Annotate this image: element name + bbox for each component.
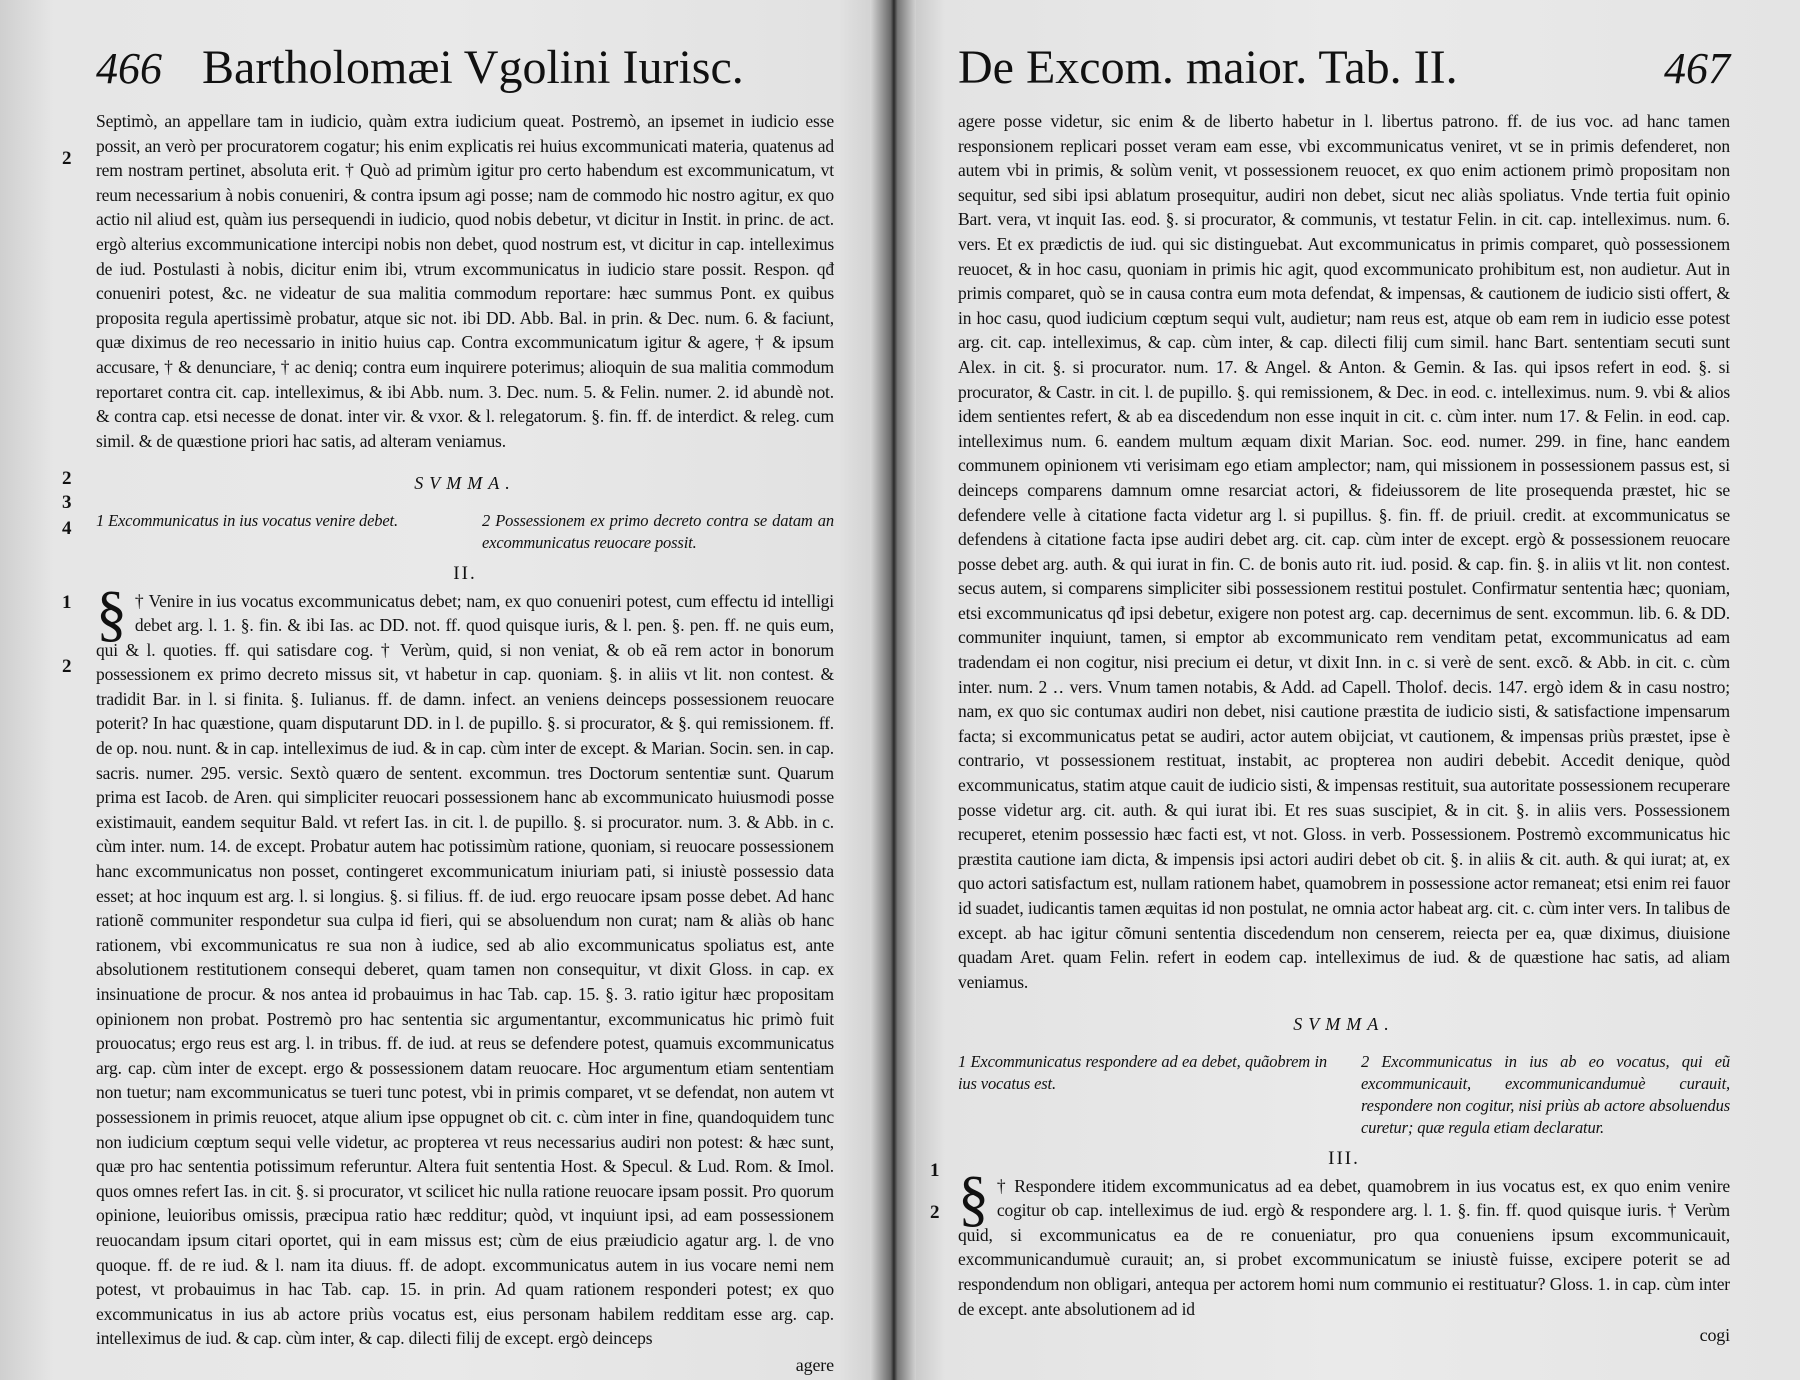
right-page (900, 0, 1800, 1380)
right-summa-heading: SVMMA. (1293, 1014, 1395, 1035)
left-running-head (96, 40, 834, 97)
right-section-number: III. (1328, 1147, 1360, 1169)
left-running-title: Bartholomæi Vgolini Iurisc. (202, 41, 744, 94)
margin-number: 1 (62, 592, 72, 613)
summary-item: 1 Excommunicatus in ius vocatus venire debet. (96, 510, 398, 530)
right-page-number: 467 (1664, 44, 1730, 93)
summary-item: 2 Excommunicatus in ius ab eo vocatus, qui eũ excommunicauit, excommunicandumuè curauit, respondere non cogitur, nisi priùs ab actore absoluendus curetur; quæ regula etiam declaratur. (1361, 1051, 1730, 1137)
right-body-text (958, 109, 1730, 1348)
left-section-number: II. (453, 562, 477, 584)
book-gutter (870, 0, 916, 1380)
right-paragraph-2: † Respondere itidem excommunicatus ad ea debet, quamobrem in ius vocatus est, ex quo enim venire cogitur ob cap. intelleximus de iud. ergò & respondere arg. l. 1. §. fin. ff. quod quisque iuris. † Verùm quid, si excommunicatus ea de re conueniatur, pro qua conueniens ipsum excommunicauit, excommunicandumuè curauit; an, si probet excommunicatum se iniustè fuisse, excipere poterit se ad respondendum non obligari, antequa per actorem homi num communio ei restituatur? Gloss. 1. in cap. cùm inter de except. ante absolutionem ad id (958, 1175, 1730, 1319)
left-page (0, 0, 892, 1380)
section-sign-icon: § (958, 1164, 989, 1233)
section-sign-icon: § (96, 579, 127, 648)
left-paragraph-2: † Venire in ius vocatus excommunicatus debet; nam, ex quo conueniri potest, cum effectu id intelligi debet arg. l. 1. §. fin. & ibi Ias. ac DD. not. ff. quod quisque iuris, & l. pen. §. pen. ff. ne quis eum, qui & l. quoties. ff. qui satisdare cog. † Verùm, quid, si non veniat, & ob eã rem actor in bonorum possessionem ex primo decreto missus sit, vt habetur in cap. quoniam. §. in aliis vt lit. non contest. & tradidit Bar. in l. si finita. §. Iulianus. ff. de damn. infect. an veniens deinceps possessionem reuocare poterit? In hac quæstione, quam disputarunt DD. in l. de pupillo. §. si procurator, & §. qui remissionem. ff. de op. nou. nunt. & in cap. intelleximus de iud. & in cap. cùm inter de except. & Marian. Socin. sen. in cap. sacris. numer. 295. versic. Sextò quæro de sentent. excommun. tres Doctorum sententiæ sunt. Quarum prima est Iacob. de Aren. qui simpliciter reuocari possessionem hanc ab excommunicato huiusmodi posse existimauit, eandem sequitur Bald. vt refert Ias. in cit. l. de pupillo. §. si procurator. num. 3. & Abb. in c. cùm inter. num. 14. de except. Probatur autem hac potissimùm ratione, quoniam, si reuocare possessionem hanc excommunicatus non posset, contingeret excommunicatum iniuriam pati, si iniustè possessio data esset; at hoc inquum est arg. l. si longius. §. si filius. ff. de iud. ergo reuocare ipsam posse debet. Ad hanc rationẽ communiter respondetur sua culpa id fieri, qui se absoluendum non curat; nam & aliàs ob hanc rationem, vbi excommunicatus re sua non à iudice, sed ab alio excommunicatus spoliatus est, ante absolutionem restitutionem consequi deberet, quam tamen non consequitur, vt dixit Gloss. in cap. ex insinuatione de procur. & nos antea id probauimus in hac Tab. cap. 15. §. 3. ratio igitur hæc propositam opinionem non probat. Postremò pro hac sententia sic argumentantur, excommunicatus hic primò fuit prouocatus; ergo reus est arg. l. in tribus. ff. de iud. at reus se defendere potest, quamuis excommunicatus arg. cap. cùm inter de except. ergo & possessionem datam reuocare. Hoc argumentum etiam sententiam non tuetur; nam excommunicatus se tueri tunc potest, vbi in primis comparet, vt se defendat, non autem vt possessionem in primis reuocet, atque alium ipse oppugnet ob cit. c. cùm inter in fine, quandoquidem tunc non iudicium cœptum sequi velle videtur, ac propterea vt reus necessarius audiri non potest: & hæc sunt, quæ pro hac sententia potissimum referuntur. Altera fuit sententia Host. & Specul. & Lud. Rom. & Imol. quos omnes refert Ias. in cit. §. si procurator, vt scilicet hic nulla ratione reuocare ipsam possit. Pro quorum opinione, leuioribus omissis, præcipua ratio hæc redditur; quòd, vt inquiunt ipsi, ad eam possessionem reuocandam ipsum citari oportet, qui in eam missus est; cùm de eius præiudicio agatur arg. l. de vno quoque. ff. de re iud. & l. nam ita diuus. ff. de adopt. excommunicatus autem in ius vocare nemi nem potest, vt probauimus in hac Tab. cap. 15. in prin. Ad quam rationem responderi potest; ex quo excommunicatus in ius ab actore priùs vocatus est, eius personam habilem redditam esse arg. cap. intelleximus de iud. & cap. cùm inter, & cap. dilecti filij de except. ergò deinceps (96, 590, 834, 1349)
right-paragraph-1: agere posse videtur, sic enim & de liberto habetur in l. libertus patrono. ff. de ius voc. ad hanc tamen responsionem replicari posset veram eam esse, vbi excommunicatus veniret, vt se in primis defenderet, non autem vbi in primis, & solùm venit, vt possessionem reuocet, ex quo enim actionem primò propositam non sequitur, sed sibi ipsi ablatum prosequitur, audiri non debet, sicut nec aliàs spoliatus. Vnde tertia fuit opinio Bart. vera, vt inquit Ias. eod. §. si procurator, & communis, vt testatur Felin. in cit. cap. intelleximus. num. 6. vers. Et ex prædictis de iud. qui sic distinguebat. Aut excommunicatus in primis comparet, quò possessionem reuocet, & in hoc casu, quoniam in primis hic agit, quod excommunicato prohibitum est, non audietur. Aut in primis comparet, quò se in causa contra eum mota defendat, & impensas, & cautionem de iudicio sisti offert, & in hoc casu, quod iudicium cœptum sequi vult, audietur; nam reus est, atque ob eam rem in iudicio esse potest arg. cit. cap. intelleximus, & cap. cùm inter, & cap. dilecti filij cum simil. hanc Bart. sententiam secuti sunt Alex. in cit. §. si procurator. num. 17. & Angel. & Anton. & Gemin. & Ias. qui ipsos refert in eod. §. si procurator, & Castr. in cit. l. de pupillo. §. qui remissionem, & Dec. in eod. c. intelleximus. num. 9. vbi & alios idem sentientes refert, & ab ea discedendum non esse inquit in cit. c. cùm inter. num 17. & Felin. in eod. cap. intelleximus num. 6. eandem multum æquam dixit Marian. Soc. eod. numer. 299. in fine, hanc eandem communem opinionem vti verisimam ego etiam amplector; nam, qui missionem in possessionem passus est, si deinceps comparens damnum omne resarciat actori, & fideiussorem de lite prosequenda præstet, hic se defendere velle à citatione facta videtur arg l. si pupillus. §. fin. ff. de priuil. credit. at excommunicatus se defendens à citatione facta ipse audiri debet arg. cit. cap. cùm inter de except. ergò & possessionem reuocare posse debet arg. auth. & qui iurat in fin. C. de bonis auto rit. iud. posid. & cap. fin. §. in aliis vt lit. non contest. secus autem, si comparens simpliciter sibi possessionem restitui postulet. Confirmatur sententia hæc; quoniam, etsi excommunicatus qđ ipsi debetur, exigere non potest arg. cap. decernimus de sent. excommun. lib. 6. & DD. communiter inquiunt, tamen, si emptor ab excommunicato rem venditam petat, excommunicatus ad eam tradendam ei non cogitur, nisi precium ei detur, vt dixit Inn. in c. si verè de sent. excõ. & Abb. in cit. c. cùm inter. num. 2 ‥ vers. Vnum tamen notabis, & Add. ad Capell. Tholof. decis. 147. ergò idem & in casu nostro; nam, ex quo sic contumax audiri non debet, nisi cautione præstita de iudicio sisti, & satisfactione impensarum facta; si excommunicatus petat se audiri, actor autem obijciat, vt cautionem, & impensas priùs præstet, ipse è contrario, vt possessionem restituat, instabit, ac propterea non audiri debebit. Accedit denique, quòd excommunicatus, statim atque cauit de iudicio sisti, & impensas restituit, sua autoritate possessionem recuperare posse videtur arg. cit. auth. & qui iurat ibi. Et res suas suscipiet, & in cit. §. in aliis vers. Possessionem recuperet, etenim possessio hæc facti est, vt not. Gloss. in verb. Possessionem. Postremò excommunicatus hic præstita cautione iam dicta, & impensis ipsi actori audiri debet ob cit. §. in aliis & cit. auth. & qui iurat; at, ex quo actori satisfactum est, nullam rationem habet, quamobrem in possessione actor remaneat; etsi enim rei fauor id suadet, iudicantis tamen æquitas id non postulat, ne omnia actor habeat arg. cit. c. cùm inter vers. In talibus de except. ab hac igitur cõmuni sententia discedendum non censerem, reiecta per ea, quæ diximus, diuisione quadam Aret. quam Felin. refert in eodem cap. intelleximus de iud. & de quæstione hac satis, ad aliam veniamus. (958, 111, 1730, 992)
margin-number: 2 (62, 656, 72, 677)
left-paragraph-1: Septimò, an appellare tam in iudicio, quàm extra iudicium queat. Postremò, an ipsemet in iudicio esse possit, an verò per procuratorem cogatur; his enim explicatis rei huius excommunicati materia, quatenus ad rem nostram pertinet, absoluta erit. † Quò ad primùm igitur pro certo habendum est excommunicatum, vt reum necessarium à nobis conueniri, & contra ipsum agi posse; nam de commodo hic nostro agitur, ex quo actio nil aliud est, quàm ius persequendi in iudicio, quod nobis debetur, vt dicitur in Instit. in princ. de act. ergò alterius excommunicatione intercipi nobis non debet, quod nostrum est, vt dicitur in cap. intelleximus de iud. Postulasti à nobis, dicitur enim ibi, vtrum excommunicatus in iudicio stare possit. Respon. qđ conueniri potest, &c. ne videatur de sua malitia commodum reportare: hæc summus Pont. ex quibus proposita regula apertissimè probatur, atque sic not. ibi DD. Abb. Bal. in prin. & Dec. num. 6. & faciunt, quæ diximus de reo necessario in initio huius cap. Contra excommunicatum igitur & agere, † & ipsum accusare, † & denunciare, † ac deniq; contra eum inquirere poterimus; alioquin de sua malitia commodum reportaret contra cit. cap. intelleximus, & ibi Abb. num. 3. Dec. num. 5. & Felin. numer. 2. id abundè not. & contra cap. etsi necesse de donat. inter vir. & vxor. & l. relegatorum. §. fin. ff. de interdict. & releg. cum simil. & de quæstione priori hac satis, ad alteram veniamus. (96, 111, 834, 451)
margin-number: 2 (62, 148, 72, 169)
left-catchword: agere (795, 1354, 834, 1375)
right-catchword: cogi (1699, 1325, 1730, 1346)
left-summa-heading: SVMMA. (414, 473, 516, 494)
left-page-number: 466 (96, 44, 162, 93)
right-running-title: De Excom. maior. Tab. II. (958, 41, 1458, 94)
margin-number: 4 (62, 518, 72, 539)
summary-item: 2 Possessionem ex primo decreto contra se datam an excommunicatus reuocare possit. (482, 510, 834, 552)
margin-number: 1 (930, 1160, 940, 1181)
left-summary-list (96, 510, 834, 554)
margin-number: 2 (930, 1202, 940, 1223)
right-running-head (958, 40, 1730, 97)
summary-item: 1 Excommunicatus respondere ad ea debet, quãobrem in ius vocatus est. (958, 1051, 1327, 1093)
right-summary-list (958, 1051, 1730, 1139)
margin-number: 2 (62, 468, 72, 489)
left-body-text (96, 109, 834, 1378)
margin-number: 3 (62, 492, 72, 513)
